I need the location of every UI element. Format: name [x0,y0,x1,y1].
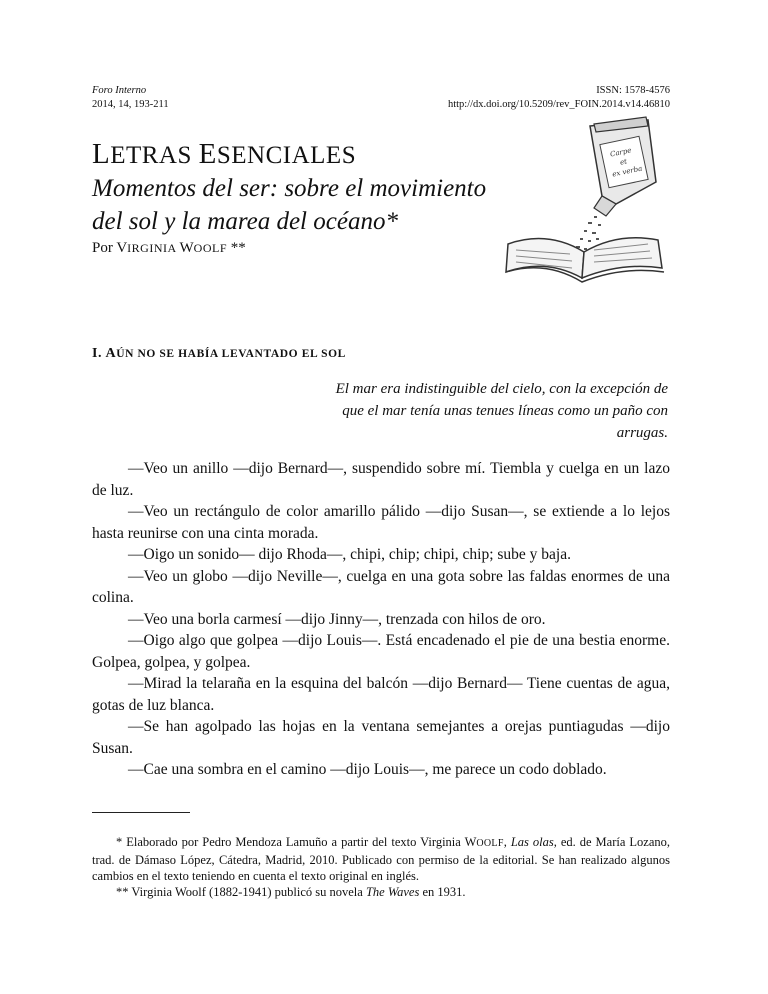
bottle-label-2: et [619,157,628,167]
paragraph: —Veo una borla carmesí —dijo Jinny—, trenzada con hilos de oro. [128,610,546,628]
author-line: Por VIRGINIA WOOLF ** [92,240,246,256]
open-book-icon [506,238,664,282]
paragraph: —Veo un globo —dijo Neville—, cuelga en una gota sobre las faldas enormes de una colina. [92,567,670,606]
body-text [92,458,670,781]
paragraph: —Oigo algo que golpea —dijo Louis—. Está encadenado el pie de una bestia enorme. Golpea, golpea, y golpea. [92,632,670,671]
journal-name: Foro Interno [92,85,147,96]
journal-volume: 2014, 14, 193-211 [92,99,169,110]
paragraph: —Se han agolpado las hojas en la ventana semejantes a orejas puntiagudas —dijo Susan. [92,718,670,757]
paragraph: —Veo un anillo —dijo Bernard—, suspendido sobre mí. Tiembla y cuelga en un lazo de luz. [92,460,670,499]
bottle-label-1: Carpe [609,146,633,159]
paragraph: —Mirad la telaraña en la esquina del balcón —dijo Bernard— Tiene cuentas de agua, gotas de luz blanca. [92,675,670,714]
running-header-right [448,84,670,112]
bottle-icon [590,117,656,216]
footnote-divider [92,812,190,813]
section-heading: I. AÚN NO SE HABÍA LEVANTADO EL SOL [92,346,346,361]
footnote-2: ** Virginia Woolf (1882-1941) publicó su novela The Waves en 1931. [116,885,466,899]
issn: ISSN: 1578-4576 [596,85,670,96]
book-illustration [498,112,683,284]
footnotes [92,834,670,900]
section-label: LETRAS ESENCIALES [92,138,357,170]
paragraph: —Cae una sombra en el camino —dijo Louis—, me parece un codo doblado. [128,761,607,778]
article-title: Momentos del ser: sobre el movimiento del sol y la marea del océano* [92,175,487,235]
doi-link[interactable]: http://dx.doi.org/10.5209/rev_FOIN.2014.v14.46810 [447,99,670,110]
running-header-left [92,84,169,112]
footnote-1: * Elaborado por Pedro Mendoza Lamuño a partir del texto Virginia WOOLF, Las olas, ed. de María Lozano, trad. de Dámaso López, Cátedra, Madrid, 2010. Publicado con permiso de la editorial. Se han realizado algunos cambios en el texto teniendo en cuenta el texto original en inglés. [92,835,671,883]
paragraph: —Oigo un sonido— dijo Rhoda—, chipi, chip; chipi, chip; sube y baja. [128,546,571,563]
bottle-label-3: ex verba [611,164,643,179]
epigraph: El mar era indistinguible del cielo, con la excepción de que el mar tenía unas tenues líneas como un paño con arrugas. [335,381,668,441]
paragraph: —Veo un rectángulo de color amarillo pálido —dijo Susan—, se extiende a lo lejos hasta reunirse con una cinta morada. [92,503,670,542]
